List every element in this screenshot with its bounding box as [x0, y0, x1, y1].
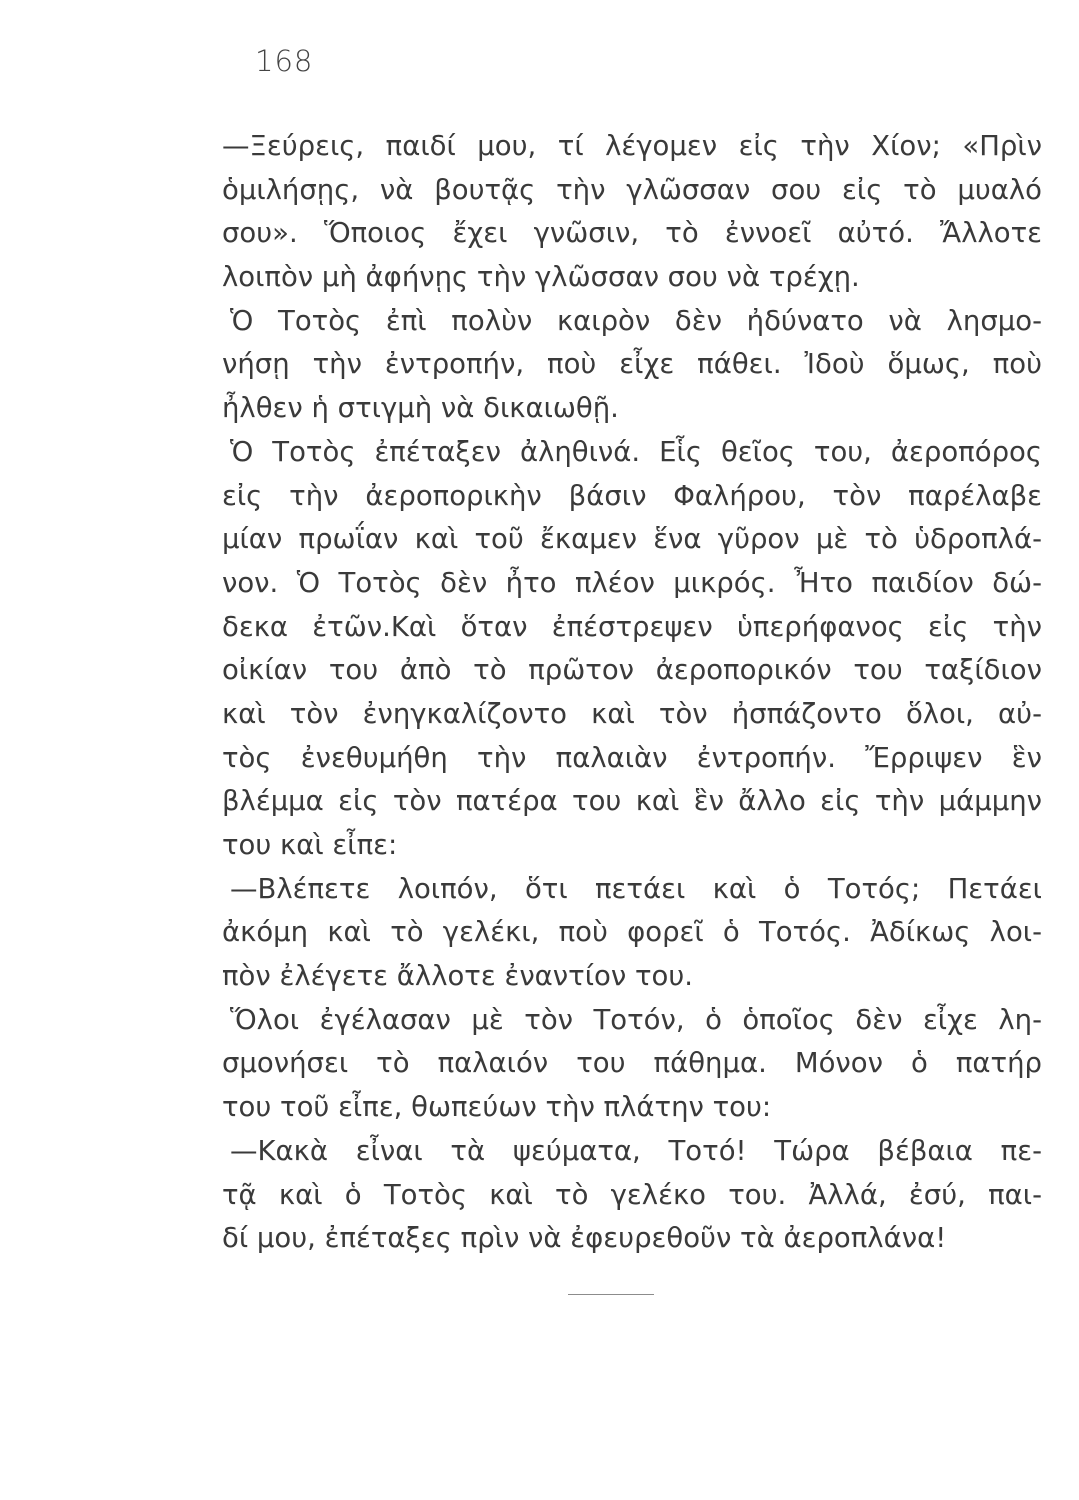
text-line: δί μου, ἐπέταξες πρὶν νὰ ἐφευρεθοῦν τὰ ἀεροπλάνα! — [222, 1222, 947, 1255]
text-line: —Ξεύρεις, παιδί μου, τί λέγομεν εἰς τὴν Χίον; «Πρὶν — [222, 130, 1042, 162]
text-line: νήσῃ τὴν ἐντροπήν, ποὺ εἶχε πάθει. Ἰδοὺ ὅμως, ποὺ — [222, 348, 1042, 381]
text-line: δεκα ἐτῶν.Καὶ ὅταν ἐπέστρεψεν ὑπερήφανος εἰς τὴν — [222, 610, 1042, 643]
end-rule — [568, 1294, 654, 1295]
text-line: ὁμιλήσῃς, νὰ βουτᾷς τὴν γλῶσσαν σου εἰς τὸ μυαλό — [222, 173, 1042, 206]
text-line: ἀκόμη καὶ τὸ γελέκι, ποὺ φορεῖ ὁ Τοτός. Ἀδίκως λοι- — [222, 916, 1042, 949]
text-line: λοιπὸν μὴ ἀφήνῃς τὴν γλῶσσαν σου νὰ τρέχῃ. — [222, 261, 860, 294]
text-line: Ὅλοι ἐγέλασαν μὲ τὸν Τοτόν, ὁ ὁποῖος δὲν εἶχε λη- — [230, 1003, 1042, 1036]
text-line: εἰς τὴν ἀεροπορικὴν βάσιν Φαλήρου, τὸν παρέλαβε — [222, 479, 1042, 512]
text-line: σμονήσει τὸ παλαιόν του πάθημα. Μόνον ὁ πατήρ — [222, 1047, 1042, 1080]
text-line: βλέμμα εἰς τὸν πατέρα του καὶ ἓν ἄλλο εἰς τὴν μάμμην — [222, 785, 1042, 818]
text-line: Ὁ Τοτὸς ἐπὶ πολὺν καιρὸν δὲν ἠδύνατο νὰ λησμο- — [230, 304, 1042, 337]
text-line: τᾷ καὶ ὁ Τοτὸς καὶ τὸ γελέκο του. Ἀλλά, ἐσύ, παι- — [222, 1178, 1042, 1211]
text-line: ἦλθεν ἡ στιγμὴ νὰ δικαιωθῇ. — [222, 392, 619, 425]
text-line: πὸν ἐλέγετε ἄλλοτε ἐναντίον του. — [222, 960, 693, 993]
text-line: καὶ τὸν ἐνηγκαλίζοντο καὶ τὸν ἠσπάζοντο ὅλοι, αὐ- — [222, 697, 1042, 730]
text-line: —Βλέπετε λοιπόν, ὅτι πετάει καὶ ὁ Τοτός; Πετάει — [230, 872, 1042, 905]
text-line: τὸς ἐνεθυμήθη τὴν παλαιὰν ἐντροπήν. Ἔρριψεν ἓν — [222, 741, 1042, 774]
text-line: του τοῦ εἶπε, θωπεύων τὴν πλάτην του: — [222, 1091, 772, 1124]
text-line: —Κακὰ εἶναι τὰ ψεύματα, Τοτό! Τώρα βέβαια πε- — [230, 1134, 1042, 1167]
body-text — [222, 125, 1042, 1261]
text-line: Ὁ Τοτὸς ἐπέταξεν ἀληθινά. Εἷς θεῖος του, ἀεροπόρος — [230, 435, 1042, 468]
text-line: του καὶ εἶπε: — [222, 829, 398, 861]
page-number: 168 — [255, 44, 314, 78]
text-line: οἰκίαν του ἀπὸ τὸ πρῶτον ἀεροπορικόν του ταξίδιον — [222, 654, 1042, 687]
text-line: σου». Ὅποιος ἔχει γνῶσιν, τὸ ἐννοεῖ αὐτό. Ἄλλοτε — [222, 217, 1042, 250]
text-line: νον. Ὁ Τοτὸς δὲν ἦτο πλέον μικρός. Ἦτο παιδίον δώ- — [222, 566, 1042, 599]
text-line: μίαν πρωΐαν καὶ τοῦ ἔκαμεν ἕνα γῦρον μὲ τὸ ὑδροπλά- — [222, 523, 1042, 556]
